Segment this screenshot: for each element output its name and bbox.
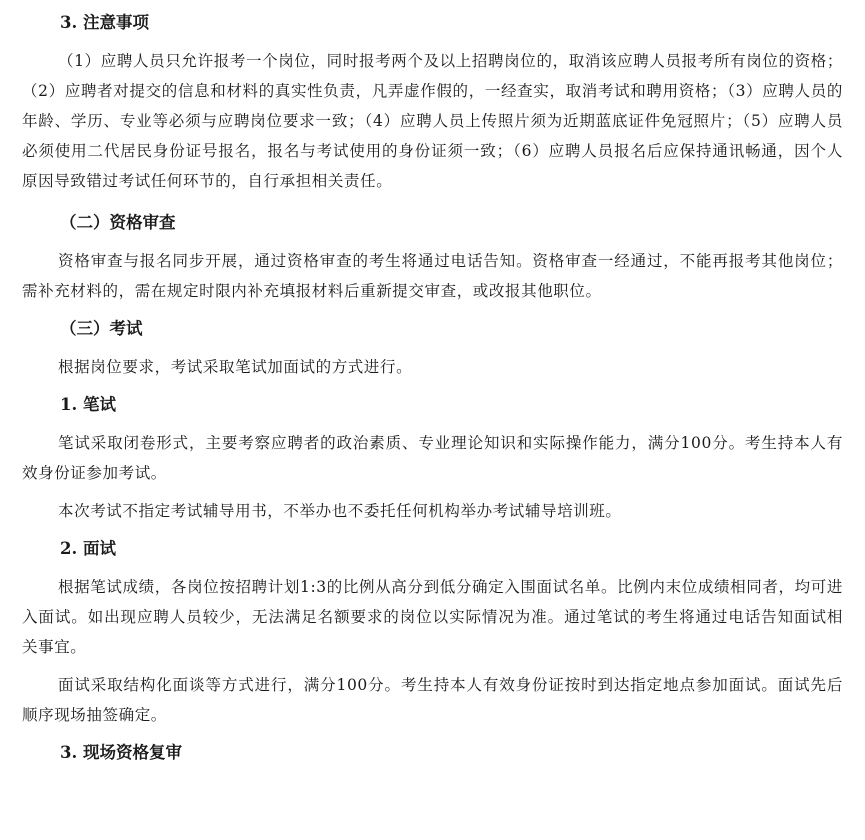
written-exam-paragraph-2: 本次考试不指定考试辅导用书，不举办也不委托任何机构举办考试辅导培训班。	[58, 502, 622, 520]
section-heading-exam: （三）考试	[60, 319, 143, 338]
section-heading-written-exam: 1. 笔试	[60, 395, 116, 414]
interview-paragraph-1: 根据笔试成绩，各岗位按招聘计划1:3的比例从高分到低分确定入围面试名单。比例内末位成绩相同者，均可进入面试。如出现应聘人员较少，无法满足名额要求的岗位以实际情况为准。通过笔试的考生将通过电话告知面试相关事宜。	[22, 578, 843, 656]
interview-paragraph-2: 面试采取结构化面谈等方式进行，满分100分。考生持本人有效身份证按时到达指定地点参加面试。面试先后顺序现场抽签确定。	[22, 676, 843, 724]
section-heading-qualification-review: （二）资格审查	[60, 213, 176, 232]
exam-paragraph: 根据岗位要求，考试采取笔试加面试的方式进行。	[58, 358, 413, 376]
qualification-review-paragraph: 资格审查与报名同步开展，通过资格审查的考生将通过电话告知。资格审查一经通过，不能再报考其他岗位；需补充材料的，需在规定时限内补充填报材料后重新提交审查，或改报其他职位。	[22, 252, 843, 300]
section-heading-interview: 2. 面试	[60, 539, 116, 558]
written-exam-paragraph-1: 笔试采取闭卷形式，主要考察应聘者的政治素质、专业理论知识和实际操作能力，满分100分。考生持本人有效身份证参加考试。	[22, 434, 843, 482]
section-heading-onsite-recheck: 3. 现场资格复审	[60, 743, 182, 762]
notes-paragraph: （1）应聘人员只允许报考一个岗位，同时报考两个及以上招聘岗位的，取消该应聘人员报考所有岗位的资格；（2）应聘者对提交的信息和材料的真实性负责，凡弄虚作假的，一经查实，取消考试和聘用资格；（3）应聘人员的年龄、学历、专业等必须与应聘岗位要求一致；（4）应聘人员上传照片须为近期蓝底证件免冠照片；（5）应聘人员必须使用二代居民身份证号报名，报名与考试使用的身份证须一致；（6）应聘人员报名后应保持通讯畅通，因个人原因导致错过考试任何环节的，自行承担相关责任。	[22, 52, 843, 190]
section-heading-notes: 3. 注意事项	[60, 13, 149, 32]
